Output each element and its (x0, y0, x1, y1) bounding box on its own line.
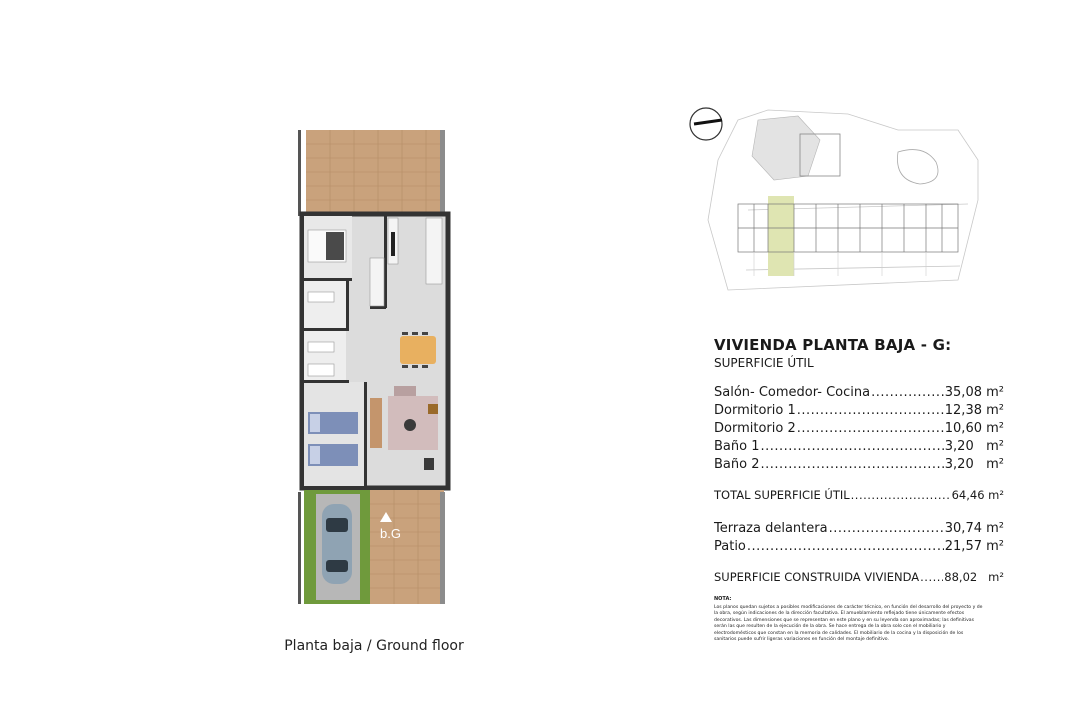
room-label: Dormitorio 2 (714, 421, 796, 436)
room-value: 35,08 m² (944, 385, 1004, 400)
exterior-label: Patio (714, 539, 746, 554)
leader-dots (797, 402, 944, 420)
north-arrow-icon (690, 108, 722, 140)
leader-dots (851, 486, 951, 504)
kitchen-hob (391, 232, 395, 256)
leader-dots (760, 438, 943, 456)
bathroom-2 (304, 280, 346, 328)
pool-area (752, 116, 820, 180)
exterior-row (714, 520, 1004, 538)
room-value: 3,20 m² (944, 439, 1004, 454)
leader-dots (920, 568, 943, 586)
highlighted-unit (768, 196, 794, 276)
car-icon (322, 504, 352, 584)
room-row (714, 420, 1004, 438)
built-value: 88,02 m² (944, 570, 1004, 584)
exterior-label: Terraza delantera (714, 521, 828, 536)
right-fence (440, 130, 445, 216)
leader-dots (871, 384, 944, 402)
kitchen-island (370, 258, 384, 306)
left-fence (298, 130, 301, 216)
built-label: SUPERFICIE CONSTRUIDA VIVIENDA (714, 570, 920, 584)
unit-label: b.G (380, 526, 401, 541)
room-value: 10,60 m² (944, 421, 1004, 436)
kitchen-counter-right (426, 218, 442, 284)
leader-dots (747, 538, 944, 556)
ground-floor-plan (290, 120, 460, 620)
built-area-row (714, 568, 1004, 586)
leader-dots (760, 456, 943, 474)
front-right-fence (440, 492, 445, 604)
front-left-fence (298, 492, 301, 604)
front-terrace (370, 490, 444, 604)
plant (428, 404, 438, 414)
pillow-2 (310, 446, 320, 464)
room-label: Salón- Comedor- Cocina (714, 385, 871, 400)
armchair (394, 386, 416, 396)
pillow-1 (310, 414, 320, 432)
leader-dots (829, 520, 944, 538)
exterior-row (714, 538, 1004, 556)
room-row (714, 438, 1004, 456)
dining-table (400, 336, 436, 364)
tv-unit (370, 398, 382, 448)
total-usable-row (714, 486, 1004, 504)
coffee-table (404, 419, 416, 431)
room-value: 12,38 m² (944, 403, 1004, 418)
room-label: Baño 1 (714, 439, 760, 454)
room-value: 3,20 m² (944, 457, 1004, 472)
shower (308, 342, 334, 352)
roundabout (897, 150, 938, 184)
area-summary (714, 336, 1004, 643)
total-label: TOTAL SUPERFICIE ÚTIL (714, 488, 850, 502)
legal-note (714, 596, 984, 643)
site-plan (688, 100, 988, 300)
site-outline (708, 110, 978, 290)
exterior-value: 30,74 m² (944, 521, 1004, 536)
plan-caption: Planta baja / Ground floor (284, 638, 464, 654)
note-title: NOTA: (714, 596, 732, 602)
usable-area-heading: SUPERFICIE ÚTIL (714, 356, 814, 370)
room-label: Dormitorio 1 (714, 403, 796, 418)
unit-title: VIVIENDA PLANTA BAJA - G: (714, 336, 952, 354)
exterior-value: 21,57 m² (944, 539, 1004, 554)
bathtub (308, 292, 334, 302)
room-area-list (714, 384, 1004, 474)
bed-cover (326, 232, 344, 260)
note-text: Los planos quedan sujetos a posibles modificaciones de carácter técnico, en función del desarrollo del proyecto y de la obra, según indicaciones de la dirección facultativa. El amueblamiento reflejado tiene únicamente efectos decorativos. Las dimensiones que se representan en este plano y en su leyenda son aproximadas; las definitivas serán las que resulten de la ejecución de la obra. Se hace entrega de la obra solo con el mobiliario y electrodomésticos que constan en la memoria de calidades. El mobiliario de la cocina y la disposición de los sanitarios puede sufrir ligeras variaciones en función del montaje definitivo. (714, 605, 983, 643)
vanity (308, 364, 334, 376)
side-table (424, 458, 434, 470)
room-row (714, 456, 1004, 474)
room-row (714, 402, 1004, 420)
leader-dots (797, 420, 944, 438)
room-label: Baño 2 (714, 457, 760, 472)
room-row (714, 384, 1004, 402)
total-value: 64,46 m² (951, 488, 1004, 502)
